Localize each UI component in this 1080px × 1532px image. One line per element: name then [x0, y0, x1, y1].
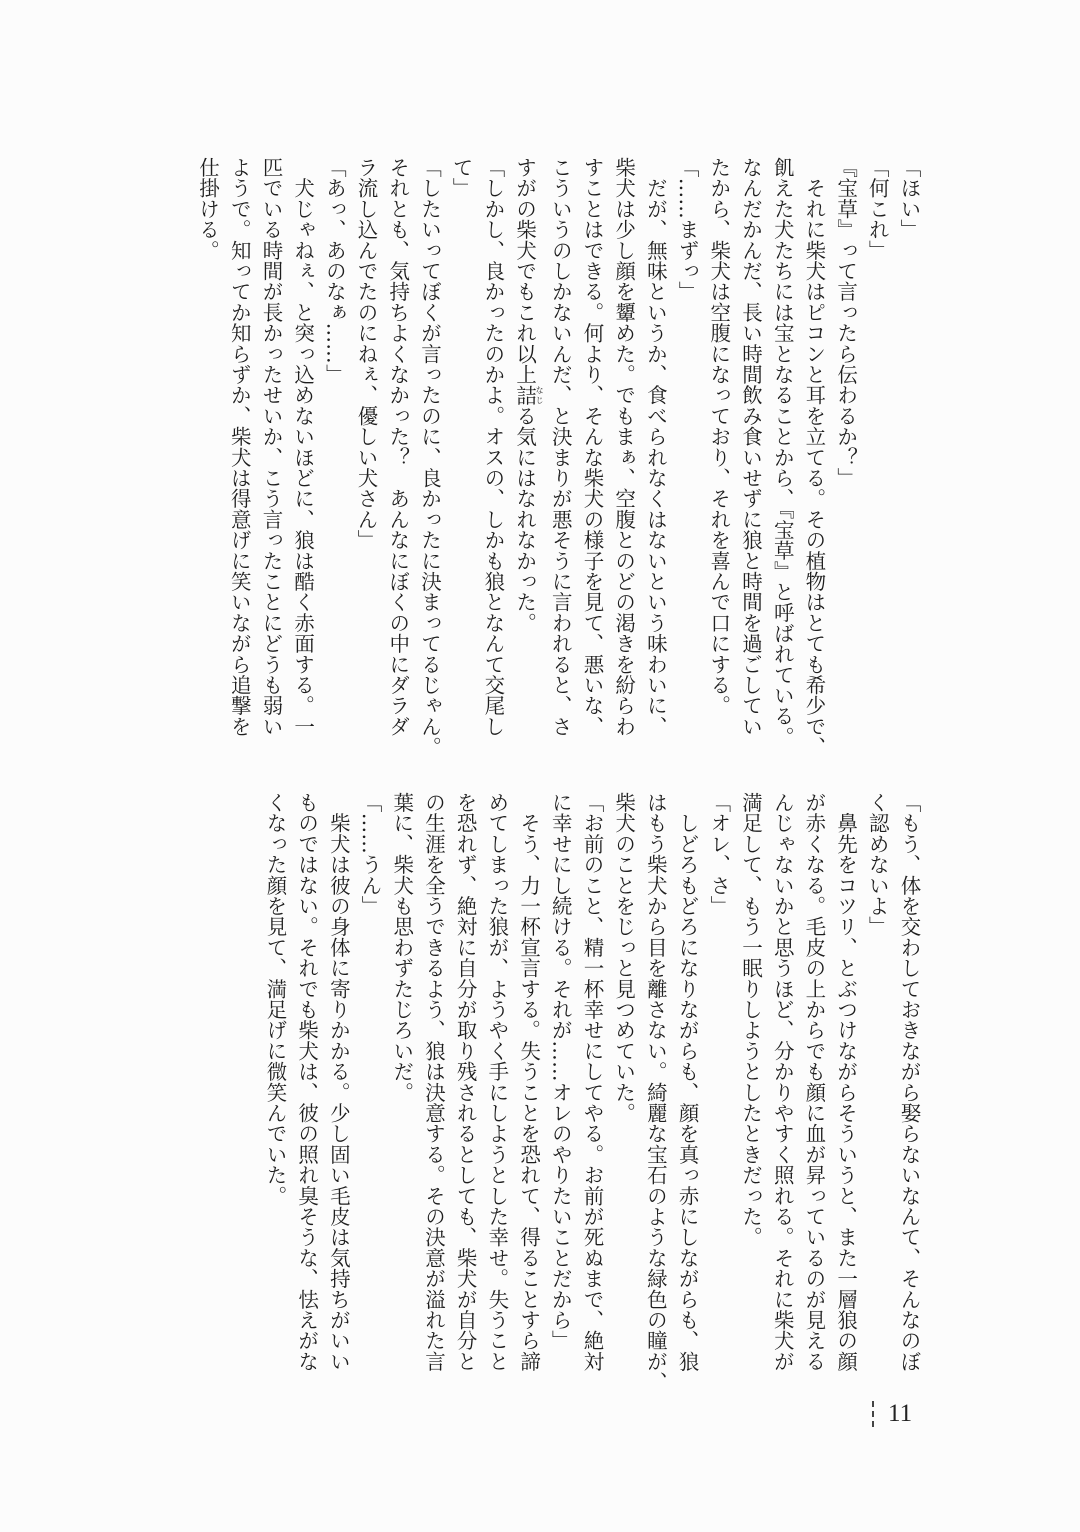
text-column: 「お前のこと、精一杯幸せにしてやる。お前が死ぬまで、絶対	[579, 792, 604, 1372]
text-column: 「……うん」	[358, 792, 383, 917]
text-column: て」	[449, 157, 474, 199]
text-column: めてしまった狼が、ようやく手にしようとした幸せ。失うこと	[484, 792, 509, 1372]
text-column: 鼻先をコツリ、とぶつけながらそういうと、また一層狼の顔	[833, 792, 858, 1372]
text-column: ものではない。それでも柴犬は、彼の照れ臭そうな、怯えがな	[294, 792, 319, 1372]
text-column: 柴犬のことをじっと見つめていた。	[611, 792, 636, 1124]
text-column: く認めないよ」	[865, 792, 890, 937]
text-column: こういうのしかないんだ、と決まりが悪そうに言われると、さ	[548, 157, 573, 737]
text-column: それとも、気持ちよくなかった？ あんなにぼくの中にダラダ	[385, 157, 410, 737]
text-segment: すがの柴犬でもこれ以上	[512, 157, 537, 385]
text-block-bottom	[258, 792, 924, 1393]
text-column: の生涯を全うできるよう、狼は決意する。その決意が溢れた言	[421, 792, 446, 1372]
text-column: なんだかんだ、長い時間飲み食いせずに狼と時間を過ごしてい	[738, 157, 763, 737]
text-column: 匹でいる時間が長かったせいか、こう言ったことにどうも弱い	[258, 157, 283, 737]
text-column: に幸せにし続ける。それが……オレのやりたいことだから」	[548, 792, 573, 1351]
ruby-word	[512, 384, 545, 406]
text-column: 「あっ、あのなぁ……」	[322, 157, 347, 385]
text-column: しどろもどろになりながらも、顔を真っ赤にしながらも、狼	[675, 792, 700, 1372]
text-column: 飢えた犬たちには宝となることから、『宝草』と呼ばれている。	[770, 157, 795, 748]
text-column: 柴犬は少し顔を顰めた。でもまぁ、空腹とのどの渇きを紛らわ	[611, 157, 636, 737]
text-column: を恐れず、絶対に自分が取り残されるとしても、柴犬が自分と	[453, 792, 478, 1372]
text-column: はもう柴犬から目を離さない。綺麗な宝石のような緑色の瞳が、	[643, 792, 668, 1393]
page-number-text: 11	[888, 1400, 913, 1427]
text-column: 「オレ、さ」	[706, 792, 731, 917]
ruby-reading: なじ	[535, 384, 545, 406]
text-column: すことはできる。何より、そんな柴犬の様子を見て、悪いな、	[579, 157, 604, 737]
text-column: そう、力一杯宣言する。失うことを恐れて、得ることすら諦	[516, 792, 541, 1372]
text-column: 「……まずっ」	[675, 157, 700, 302]
text-column: たから、柴犬は空腹になっており、それを喜んで口にする。	[706, 157, 731, 716]
text-column: ラ流し込んでたのにねぇ、優しい犬さん」	[354, 157, 379, 551]
folio-rule	[872, 1401, 876, 1427]
text-column: 葉に、柴犬も思わずたじろいだ。	[389, 792, 414, 1103]
text-column: 仕掛ける。	[195, 157, 220, 261]
text-column	[508, 157, 544, 739]
text-column: 「したいってぼくが言ったのに、良かったに決まってるじゃん。	[417, 157, 442, 758]
page-number	[872, 1400, 912, 1428]
text-column: 「何これ」	[865, 157, 890, 261]
text-column: 柴犬は彼の身体に寄りかかる。少し固い毛皮は気持ちがいい	[326, 792, 351, 1372]
text-column: ようで。知ってか知らずか、柴犬は得意げに笑いながら追撃を	[227, 157, 252, 737]
text-column: んじゃないかと思うほど、分かりやすく照れる。それに柴犬が	[770, 792, 795, 1372]
ruby-base: 詰	[512, 384, 537, 406]
text-column: 『宝草』って言ったら伝わるか？」	[833, 157, 858, 489]
text-column: 満足して、もう一眠りしようとしたときだった。	[738, 792, 763, 1248]
text-column: が赤くなる。毛皮の上からでも顔に血が昇っているのが見える	[801, 792, 826, 1372]
text-column: 犬じゃねぇ、と突っ込めないほどに、狼は酷く赤面する。一	[290, 157, 315, 737]
text-column: 「しかし、良かったのかよ。オスの、しかも狼となんて交尾し	[480, 157, 505, 737]
text-block-top	[191, 157, 924, 758]
text-column: それに柴犬はピコンと耳を立てる。その植物はとても希少で、	[801, 157, 826, 758]
text-segment: る気にはなれなかった。	[512, 405, 537, 634]
text-column: だが、無味というか、食べられなくはないという味わいに、	[643, 157, 668, 737]
text-column: 「もう、体を交わしておきながら娶らないなんて、そんなのぼ	[897, 792, 921, 1372]
text-column: 「ほい」	[897, 157, 921, 240]
text-column: くなった顔を見て、満足げに微笑んでいた。	[262, 792, 287, 1206]
